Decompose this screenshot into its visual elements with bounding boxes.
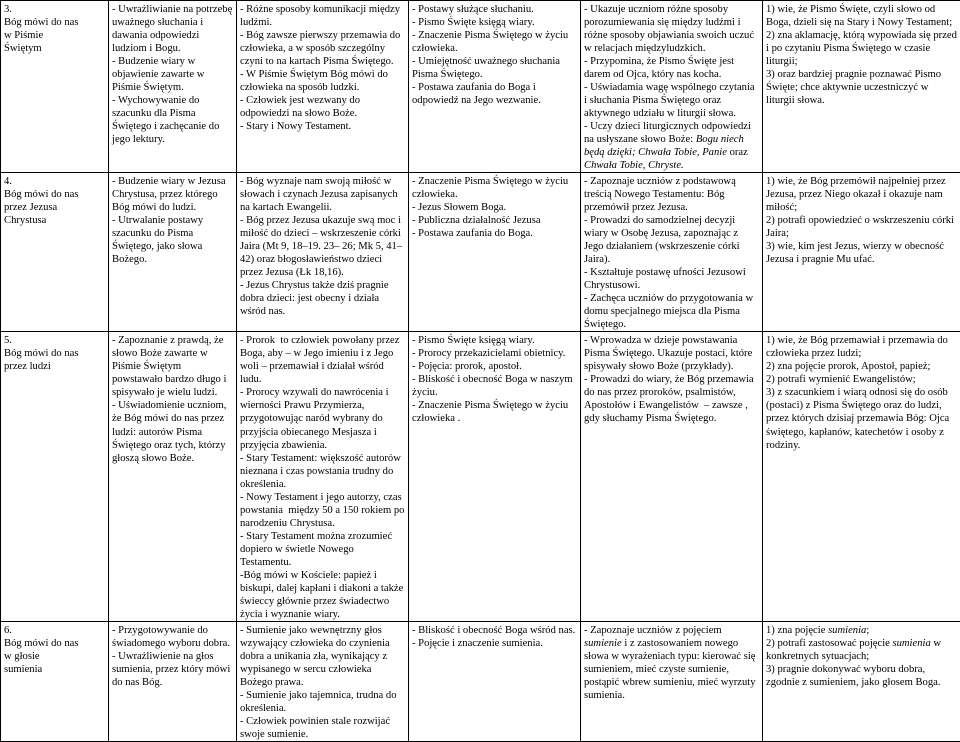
skill-item: - Bliskość i obecność Boga w naszym życiu. — [412, 373, 577, 399]
topic-cell — [1, 332, 109, 621]
skill-item: - Jezus Słowem Boga. — [412, 201, 577, 214]
content-item: - Różne sposoby komunikacji między ludźmi. — [240, 3, 405, 29]
skill-item: - Pismo Święte księgą wiary. — [412, 334, 577, 347]
goal-item: - Uświadomienie uczniom, że Bóg mówi do nas przez ludzi: autorów Pisma Świętego oraz tych, którzy głoszą słowo Boże. — [112, 399, 233, 464]
content-item: - Człowiek powinien stale rozwijać swoje sumienie. — [240, 715, 405, 741]
skill-item: - Znaczenie Pisma Świętego w życiu człowieka. — [412, 29, 577, 55]
skills-cell — [409, 1, 581, 173]
content-item: - Prorok to człowiek powołany przez Boga, aby – w Jego imieniu i z Jego woli – przemawiał i działał wśród ludu. — [240, 334, 405, 386]
outcome-item: 3) z szacunkiem i wiarą odnosi się do osób (postaci) z Pisma Świętego oraz do ludzi, przez których dzisiaj przemawia Bóg: Ojca świętego, kapłanów, katechetów i osoby z rodziny. — [766, 386, 957, 451]
outcome-item: 2) zna pojęcie prorok, Apostoł, papież; — [766, 360, 957, 373]
topic-cell — [1, 173, 109, 332]
skill-item: - Postawa zaufania do Boga. — [412, 227, 577, 240]
skills-cell — [409, 332, 581, 621]
goals-cell — [109, 1, 237, 173]
outcome-item: 3) oraz bardziej pragnie poznawać Pismo Święte; chce aktywnie uczestniczyć w liturgii słowa. — [766, 68, 957, 107]
procedure-item: - Kształtuje postawę ufności Jezusowi Chrystusowi. — [584, 266, 759, 292]
outcome-text: ; — [866, 625, 869, 636]
liturgical-response: Chwała Tobie, Chryste. — [584, 160, 684, 171]
topic-title: Bóg mówi do nas przez Jezusa Chrystusa — [4, 188, 80, 227]
content-item: - Stary Testament: większość autorów nieznana i czas powstania trudny do określenia. — [240, 452, 405, 491]
outcome-text: 2) potrafi zastosować pojęcie — [766, 638, 892, 649]
skill-item: - Prorocy przekazicielami obietnicy. — [412, 347, 577, 360]
procedure-item: - Ukazuje uczniom różne sposoby porozumiewania się między ludźmi i różne sposoby objawiania swoich uczuć w relacjach międzyludzkich. — [584, 3, 759, 55]
procedure-item: - Wprowadza w dzieje powstawania Pisma Świętego. Ukazuje postaci, które spisywały słowo Boże (przykłady). — [584, 334, 759, 373]
outcome-text: w konkretnych sytuacjach; — [766, 638, 944, 662]
content-cell — [237, 1, 409, 173]
content-item: -Bóg mówi w Kościele: papież i biskupi, dalej kapłani i diakoni a także świeccy głównie przez świadectwo życia i wyznanie wiary. — [240, 569, 405, 621]
outcomes-cell — [763, 332, 960, 621]
procedure-text: - Zapoznaje uczniów z pojęciem — [584, 625, 724, 636]
procedure-item: - Przypomina, że Pismo Święte jest darem od Ojca, który nas kocha. — [584, 55, 759, 81]
topic-cell — [1, 1, 109, 173]
content-item: - Sumienie jako tajemnica, trudna do określenia. — [240, 689, 405, 715]
topic-number: 4. — [4, 175, 30, 188]
goal-item: - Budzenie wiary w Jezusa Chrystusa, przez którego Bóg mówi do ludzi. — [112, 175, 233, 214]
goal-item: - Przygotowywanie do świadomego wyboru dobra. — [112, 624, 233, 650]
content-item: - Prorocy wzywali do nawrócenia i wierności Prawu Przymierza, przygotowując naród wybrany do przyjścia obiecanego Mesjasza i przyjęcia zbawienia. — [240, 386, 405, 451]
goal-item: - Uwrażliwienie na głos sumienia, przez który mówi do nas Bóg. — [112, 650, 233, 689]
skills-cell — [409, 621, 581, 741]
topic-title: Bóg mówi do nas w Piśmie Świętym — [4, 16, 80, 55]
content-cell — [237, 621, 409, 741]
topic-title: Bóg mówi do nas w głosie sumienia — [4, 637, 80, 676]
content-item: - Bóg wyznaje nam swoją miłość w słowach i czynach Jezusa zapisanych na kartach Ewangelii. — [240, 175, 405, 214]
skill-item: - Publiczna działalność Jezusa — [412, 214, 577, 227]
goal-item: - Budzenie wiary w objawienie zawarte w Piśmie Świętym. — [112, 55, 233, 94]
outcomes-cell — [763, 1, 960, 173]
outcome-item: 3) pragnie dokonywać wyboru dobra, zgodnie z sumieniem, jako głosem Boga. — [766, 663, 957, 689]
outcome-item: 2) zna aklamację, którą wypowiada się przed i po czytaniu Pisma Świętego w czasie liturgii; — [766, 29, 957, 68]
topic-cell — [1, 621, 109, 741]
table-row — [1, 621, 960, 741]
goals-cell — [109, 332, 237, 621]
outcomes-cell — [763, 173, 960, 332]
procedure-text: i z zastosowaniem nowego słowa w wyrażeniach typu: kierować się sumieniem, mieć czyste sumienie, postąpić wbrew sumieniu, mieć wyrzuty sumienia. — [584, 638, 758, 701]
procedures-cell — [581, 1, 763, 173]
topic-number: 6. — [4, 624, 30, 637]
procedure-text: - Uczy dzieci liturgicznych odpowiedzi na usłyszane słowo Boże: — [584, 121, 754, 145]
outcome-text: 1) zna pojęcie — [766, 625, 828, 636]
outcome-item: 1) wie, że Bóg przemawiał i przemawia do człowieka przez ludzi; — [766, 334, 957, 360]
skill-item: - Postawa zaufania do Boga i odpowiedź na Jego wezwanie. — [412, 81, 577, 107]
content-item: - Nowy Testament i jego autorzy, czas powstania między 50 a 150 rokiem po narodzeniu Chrystusa. — [240, 491, 405, 530]
table-row — [1, 332, 960, 621]
procedure-text: oraz — [727, 147, 751, 158]
outcome-item: 2) potrafi opowiedzieć o wskrzeszeniu córki Jaira; — [766, 214, 957, 240]
topic-number: 5. — [4, 334, 30, 347]
table-row — [1, 173, 960, 332]
liturgical-response: Bogu niech będą dzięki; Chwała Tobie, Panie — [584, 134, 746, 158]
procedures-cell — [581, 173, 763, 332]
skill-item: - Znaczenie Pisma Świętego w życiu człowieka . — [412, 399, 577, 425]
outcome-item: 1) wie, że Pismo Święte, czyli słowo od Boga, dzieli się na Stary i Nowy Testament; — [766, 3, 957, 29]
goal-item: - Utrwalanie postawy szacunku do Pisma Świętego, jako słowa Bożego. — [112, 214, 233, 266]
skill-item: - Umiejętność uważnego słuchania Pisma Świętego. — [412, 55, 577, 81]
outcome-item — [766, 637, 957, 663]
content-item: - Stary i Nowy Testament. — [240, 120, 405, 133]
content-item: - W Piśmie Świętym Bóg mówi do człowieka na sposób ludzki. — [240, 68, 405, 94]
topic-number: 3. — [4, 3, 30, 16]
content-item: - Jezus Chrystus także dziś pragnie dobra dzieci: jest obecny i działa wśród nas. — [240, 279, 405, 318]
outcome-item: 3) wie, kim jest Jezus, wierzy w obecność Jezusa i pragnie Mu ufać. — [766, 240, 957, 266]
term-sumienia: sumienia — [828, 625, 866, 636]
goal-item: - Wychowywanie do szacunku dla Pisma Świętego i zachęcanie do jego lektury. — [112, 94, 233, 146]
content-item: - Bóg przez Jezusa ukazuje swą moc i miłość do dzieci – wskrzeszenie córki Jaira (Mt 9, 18–19. 23– 26; Mk 5, 41– 42) oraz błogosławieństwo dzieci przez Jezusa (Łk 18,16). — [240, 214, 405, 279]
skill-item: - Pojęcia: prorok, apostoł. — [412, 360, 577, 373]
outcome-item: 1) wie, że Bóg przemówił najpełniej przez Jezusa, przez Niego okazał i okazuje nam miłość; — [766, 175, 957, 214]
procedures-cell — [581, 332, 763, 621]
term-sumienie: sumienie — [584, 638, 622, 649]
skill-item: - Bliskość i obecność Boga wśród nas. — [412, 624, 577, 637]
procedure-item — [584, 624, 759, 702]
skill-item: - Pojęcie i znaczenie sumienia. — [412, 637, 577, 650]
goal-item: - Zapoznanie z prawdą, że słowo Boże zawarte w Piśmie Świętym powstawało bardzo długo i spisywało je wielu ludzi. — [112, 334, 233, 399]
content-item: - Bóg zawsze pierwszy przemawia do człowieka, a w sposób szczególny czyni to na kartach Pisma Świętego. — [240, 29, 405, 68]
outcomes-cell — [763, 621, 960, 741]
procedure-item: - Zapoznaje uczniów z podstawową treścią Nowego Testamentu: Bóg przemówił przez Jezusa. — [584, 175, 759, 214]
goals-cell — [109, 621, 237, 741]
goals-cell — [109, 173, 237, 332]
content-item: - Sumienie jako wewnętrzny głos wzywający człowieka do czynienia dobra a unikania zła, wynikający z wypisanego w sercu człowieka Bożego prawa. — [240, 624, 405, 689]
content-cell — [237, 332, 409, 621]
topic-title: Bóg mówi do nas przez ludzi — [4, 347, 80, 373]
procedure-item — [584, 120, 759, 172]
procedures-cell — [581, 621, 763, 741]
content-cell — [237, 173, 409, 332]
table-row — [1, 1, 960, 173]
procedure-item: - Prowadzi do wiary, że Bóg przemawia do nas przez proroków, psalmistów, Apostołów i Ewangelistów – zawsze , gdy słuchamy Pisma Świętego. — [584, 373, 759, 425]
skills-cell — [409, 173, 581, 332]
outcome-item: 2) potrafi wymienić Ewangelistów; — [766, 373, 957, 386]
skill-item: - Postawy służące słuchaniu. — [412, 3, 577, 16]
procedure-item: - Zachęca uczniów do przygotowania w domu specjalnego miejsca dla Pisma Świętego. — [584, 292, 759, 331]
outcome-item — [766, 624, 957, 637]
skill-item: - Pismo Święte księgą wiary. — [412, 16, 577, 29]
goal-item: - Uwrażliwianie na potrzebę uważnego słuchania i dawania odpowiedzi ludziom i Bogu. — [112, 3, 233, 55]
term-sumienia: sumienia — [892, 638, 930, 649]
content-item: - Człowiek jest wezwany do odpowiedzi na słowo Boże. — [240, 94, 405, 120]
procedure-item: - Prowadzi do samodzielnej decyzji wiary w Osobę Jezusa, zapoznając z Jego działaniem (wskrzeszenie córki Jaira). — [584, 214, 759, 266]
skill-item: - Znaczenie Pisma Świętego w życiu człowieka. — [412, 175, 577, 201]
procedure-item: - Uświadamia wagę wspólnego czytania i słuchania Pisma Świętego oraz aktywnego udziału w liturgii słowa. — [584, 81, 759, 120]
content-item: - Stary Testament można zrozumieć dopiero w świetle Nowego Testamentu. — [240, 530, 405, 569]
